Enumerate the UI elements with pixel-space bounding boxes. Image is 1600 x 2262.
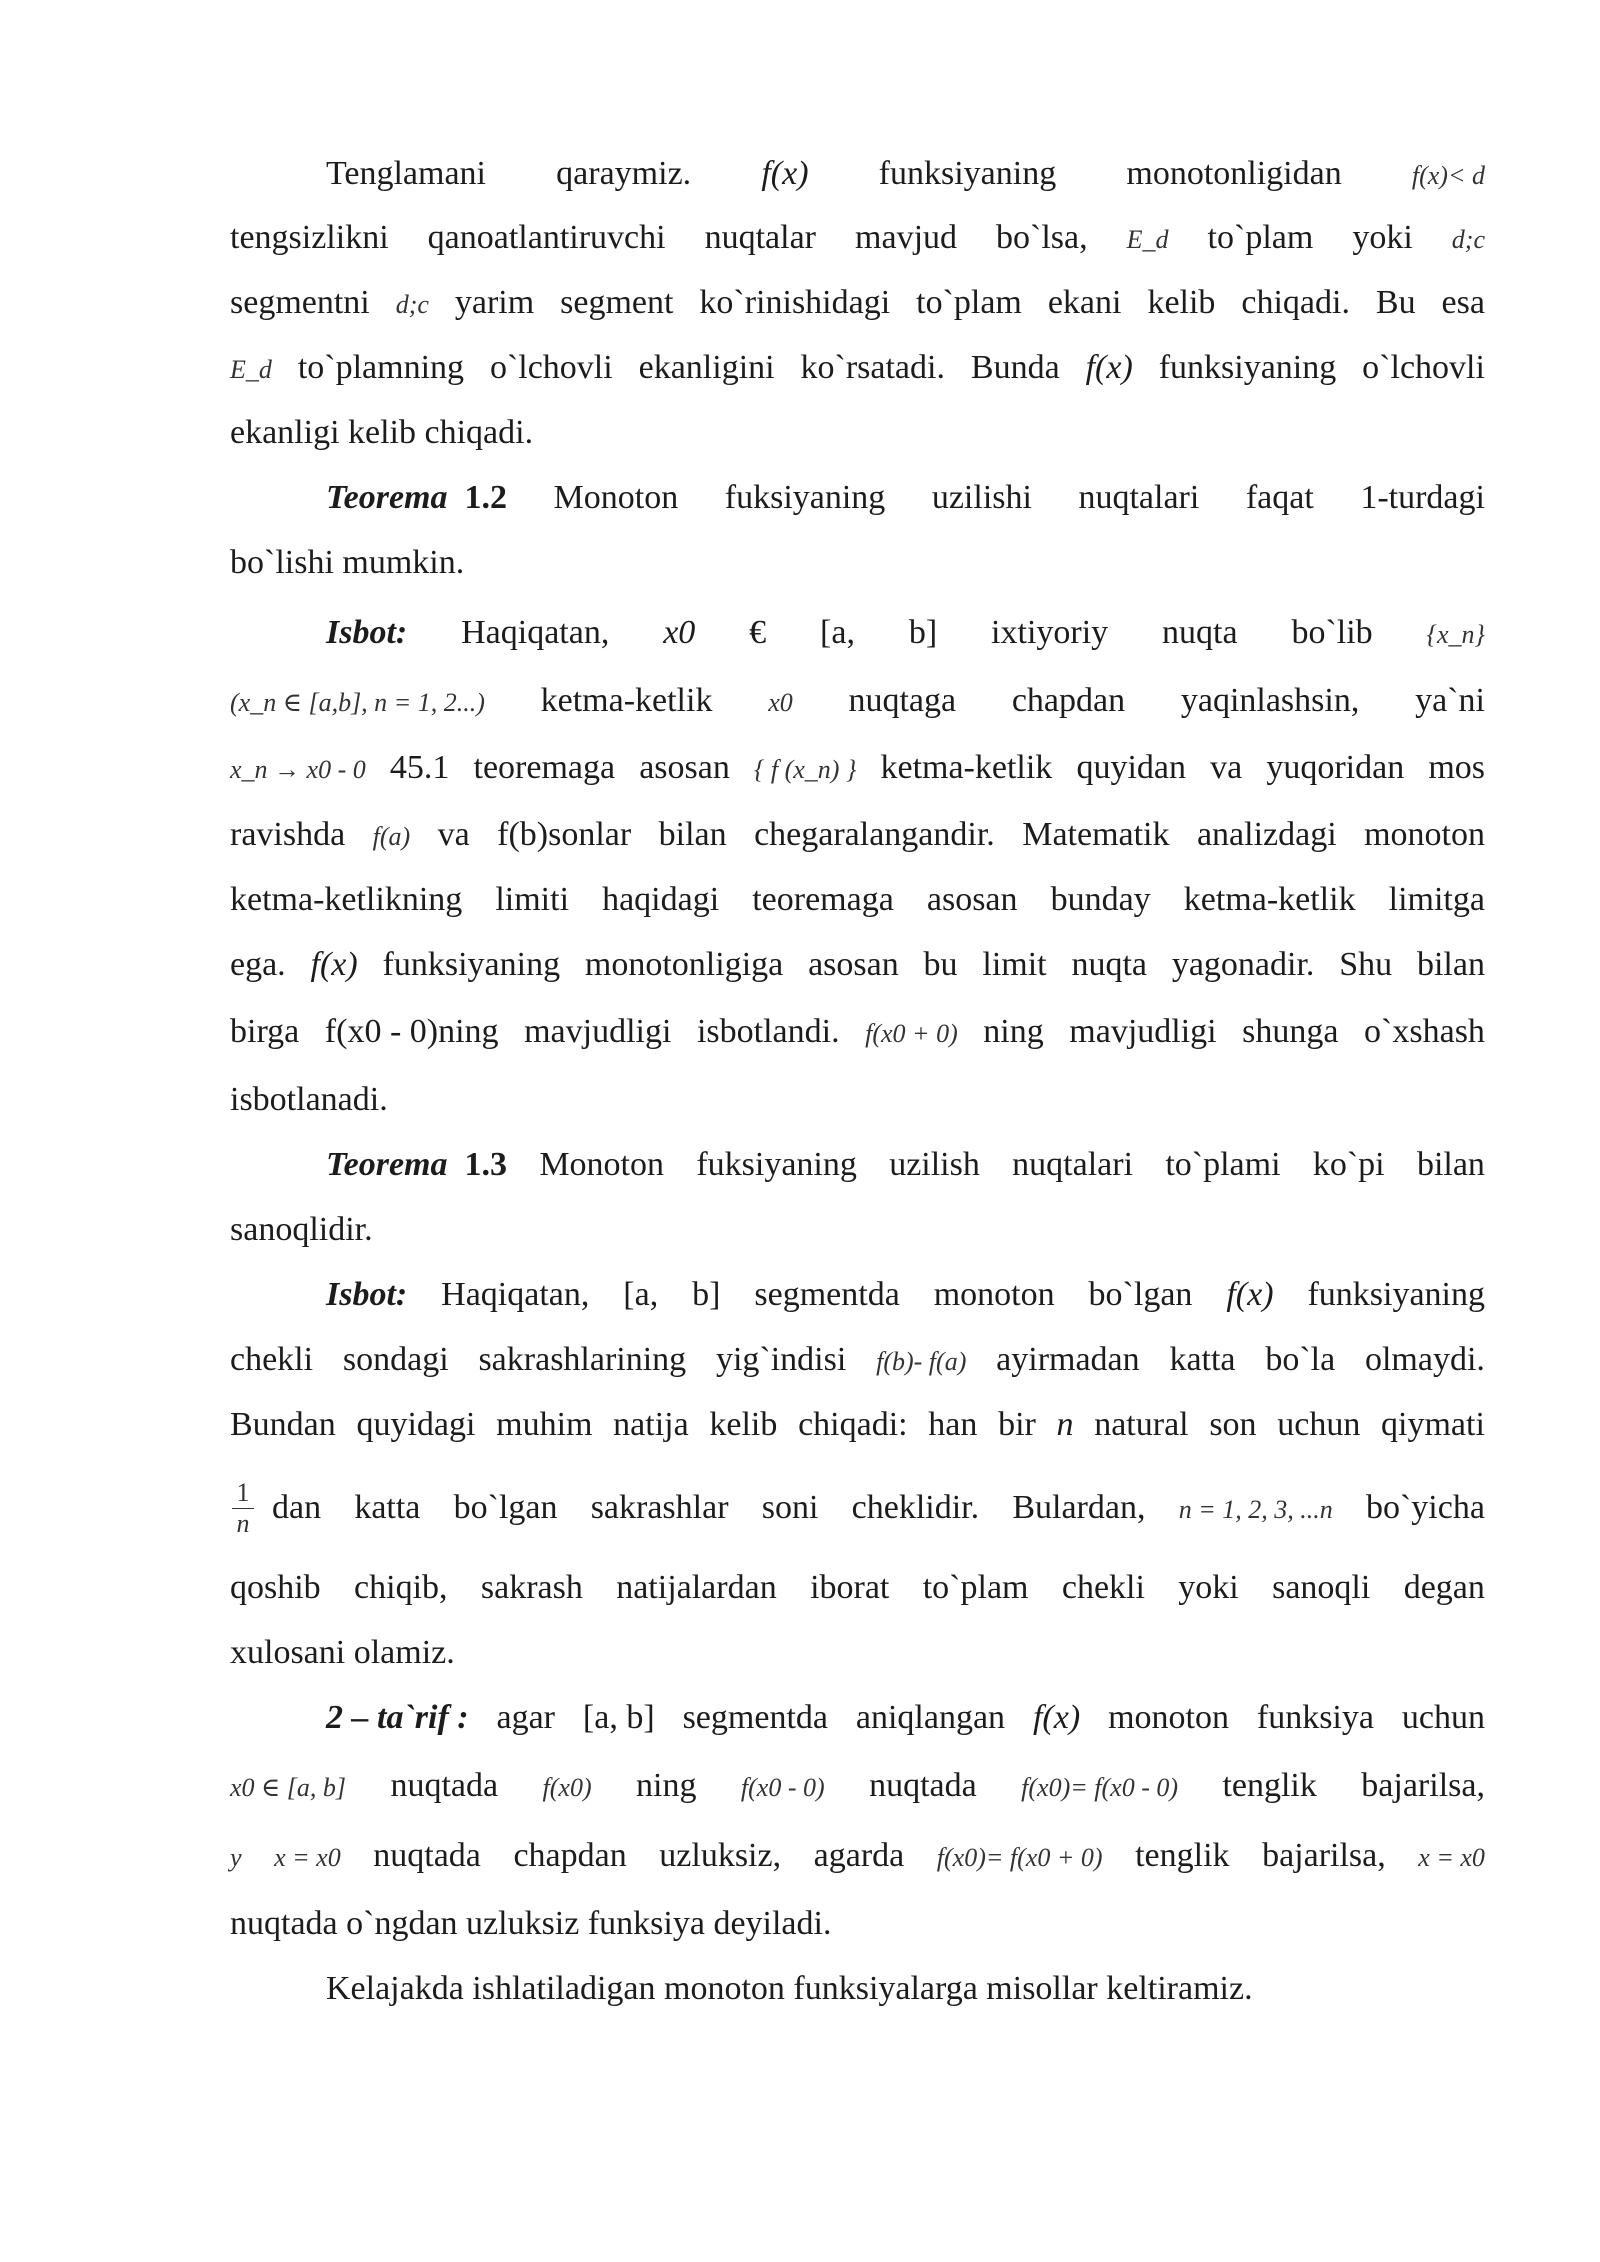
word: natijalardan <box>616 1569 777 1606</box>
word: Bunda <box>970 349 1060 386</box>
formula-d-c: d;c <box>395 290 429 319</box>
word: to`plam <box>1207 219 1314 256</box>
word: mavjudligi <box>524 1013 672 1050</box>
formula-fx: f(x) <box>761 155 809 192</box>
theorem-1-2-line-1 <box>326 478 1485 518</box>
fraction-one-over-n <box>232 1478 254 1539</box>
formula-x0-in-ab: x0 ∈ [a, b] <box>230 1773 347 1802</box>
word: nuqtada <box>869 1767 977 1804</box>
word: faqat <box>1245 479 1314 516</box>
word: tenglik <box>1222 1767 1317 1804</box>
word: Bu <box>1375 284 1416 321</box>
word: yuqoridan <box>1266 749 1405 786</box>
word: Matematik <box>1022 816 1170 853</box>
word: uchun <box>1401 1699 1485 1736</box>
word: Shu <box>1339 946 1393 983</box>
word: kelib <box>1147 284 1216 321</box>
word: ketma-ketlik <box>880 749 1053 786</box>
word: chekli <box>1061 1569 1145 1606</box>
word: nuqtalari <box>1078 479 1200 516</box>
proof-2-line-6: xulosani olamiz. <box>230 1634 455 1671</box>
formula-fx-less-d: f(x)< d <box>1411 161 1485 190</box>
word: mos <box>1428 749 1485 786</box>
word: Haqiqatan, <box>441 1276 590 1313</box>
word: o`lchovli <box>1362 349 1485 386</box>
proof-label: Isbot: <box>326 1276 408 1313</box>
fraction-denominator: n <box>236 1509 250 1538</box>
word: teoremaga <box>752 881 894 918</box>
word: son <box>1209 1406 1257 1443</box>
word: to`plam <box>922 1569 1029 1606</box>
word: bilan <box>658 816 727 853</box>
word: qaraymiz. <box>556 155 692 192</box>
word: limiti <box>495 881 570 918</box>
formula-x0: x0 <box>663 614 696 651</box>
word: kelib <box>709 1406 778 1443</box>
word: uzilishi <box>931 479 1032 516</box>
word: to`plami <box>1165 1146 1281 1183</box>
formula-x-eq-x0: x = x0 <box>274 1843 341 1872</box>
proof-2-line-5 <box>230 1568 1485 1608</box>
word: ko`rinishidagi <box>699 284 891 321</box>
formula-f-x0-plus: f(x0 + 0) <box>865 1019 958 1048</box>
word: ayirmadan <box>996 1341 1140 1378</box>
word: monotonligidan <box>1126 155 1342 192</box>
word: chiqib, <box>354 1569 448 1606</box>
word: ketma-ketlikning <box>230 881 463 918</box>
formula-x0: x0 <box>768 688 793 717</box>
word: uzilish <box>889 1146 980 1183</box>
word: ixtiyoriy <box>991 614 1109 651</box>
word: han <box>928 1406 978 1443</box>
word: o`lchovli <box>489 349 613 386</box>
word: segmentni <box>230 284 370 321</box>
proof-1-line-3 <box>230 748 1485 790</box>
word: bu <box>923 946 958 983</box>
formula-f-x0-minus: f(x0 - 0)ning <box>324 1013 499 1050</box>
word: chiqadi: <box>798 1406 908 1443</box>
word: b] <box>908 614 938 651</box>
word: monoton <box>1108 1699 1229 1736</box>
word: fuksiyaning <box>696 1146 857 1183</box>
word: bo`yicha <box>1365 1489 1485 1526</box>
word: monoton <box>933 1276 1055 1313</box>
word: funksiyaning <box>1307 1276 1485 1313</box>
word: bo`lgan <box>1088 1276 1193 1313</box>
word: sakrashlar <box>590 1489 729 1526</box>
theorem-1-2-line-2: bo`lishi mumkin. <box>230 544 465 581</box>
word: ya`ni <box>1415 682 1485 719</box>
proof-1-line-5 <box>230 880 1485 920</box>
formula-fb-minus-fa: f(b)- f(a) <box>876 1347 967 1376</box>
word: o`xshash <box>1364 1013 1485 1050</box>
word: qiymati <box>1381 1406 1485 1443</box>
word: funksiya <box>1256 1699 1374 1736</box>
word: olmaydi. <box>1364 1341 1485 1378</box>
formula-sequence-xn: {x_n} <box>1426 620 1485 649</box>
word: monoton <box>1364 816 1485 853</box>
formula-fb-word: f(b)sonlar <box>497 816 632 853</box>
proof-2-line-2 <box>230 1340 1485 1382</box>
word: esa <box>1441 284 1485 321</box>
word: Bulardan, <box>1012 1489 1146 1526</box>
theorem-1-3-line-2: sanoqlidir. <box>230 1211 373 1248</box>
formula-f-x0: f(x0) <box>542 1773 592 1802</box>
word: ketma-ketlik <box>1183 881 1356 918</box>
word: funksiyaning <box>878 155 1057 192</box>
formula-y: y <box>230 1843 242 1872</box>
word: yig`indisi <box>715 1341 847 1378</box>
word: to`plamning <box>297 349 465 386</box>
word: qoshib <box>230 1569 321 1606</box>
proof-1-line-2 <box>230 681 1485 723</box>
word: quyidagi <box>356 1406 476 1443</box>
definition-label: 2 – ta`rif : <box>326 1699 469 1736</box>
word: aniqlangan <box>855 1699 1006 1736</box>
word: chapdan <box>513 1837 627 1874</box>
word: chekli <box>230 1341 314 1378</box>
p1-line-5: ekanligi kelib chiqadi. <box>230 414 534 451</box>
word: segmentda <box>754 1276 900 1313</box>
word: [a, b] <box>582 1699 655 1736</box>
word: bo`lgan <box>453 1489 558 1526</box>
fraction-numerator: 1 <box>232 1478 254 1509</box>
word: funksiyaning <box>382 946 561 983</box>
word: segmentda <box>682 1699 828 1736</box>
formula-fx: f(x) <box>1032 1699 1081 1736</box>
formula-right-continuity: f(x0)= f(x0 + 0) <box>936 1843 1103 1872</box>
word: agarda <box>813 1837 905 1874</box>
proof-2-line-1 <box>326 1275 1485 1315</box>
word: bo`lsa, <box>996 219 1088 256</box>
word: fuksiyaning <box>724 479 886 516</box>
word: sanoqli <box>1272 1569 1371 1606</box>
word: ravishda <box>230 816 346 853</box>
word: ning <box>983 1013 1044 1050</box>
word: segment <box>560 284 674 321</box>
formula-n: n <box>1056 1406 1074 1443</box>
word: nuqtalar <box>704 219 817 256</box>
word: sakrashlarining <box>478 1341 687 1378</box>
proof-1-line-6 <box>230 945 1485 985</box>
word: nuqtaga <box>848 682 957 719</box>
word: bilan <box>1416 946 1485 983</box>
word: nuqtada <box>373 1837 481 1874</box>
proof-1-line-7 <box>230 1012 1485 1054</box>
word: 1-turdagi <box>1360 479 1485 516</box>
formula-left-continuity: f(x0)= f(x0 - 0) <box>1021 1773 1179 1802</box>
word: uchun <box>1277 1406 1361 1443</box>
formula-fx: f(x) <box>310 946 358 983</box>
proof-2-line-3 <box>230 1405 1485 1445</box>
formula-fa: f(a) <box>372 822 411 851</box>
word: bir <box>998 1406 1036 1443</box>
formula-d-c: d;c <box>1451 225 1485 254</box>
formula-e-d: E_d <box>230 355 272 384</box>
word: chapdan <box>1011 682 1126 719</box>
formula-e-d: E_d <box>1126 225 1169 254</box>
word: tenglik <box>1135 1837 1230 1874</box>
word: iborat <box>810 1569 890 1606</box>
word: muhim <box>496 1406 593 1443</box>
word: quyidan <box>1076 749 1186 786</box>
word: chegaralangandir. <box>754 816 995 853</box>
word: asosan <box>639 749 730 786</box>
proof-1-line-4 <box>230 815 1485 857</box>
proof-1-line-1 <box>326 613 1485 655</box>
word: [a, <box>820 614 855 651</box>
word: 45.1 <box>389 749 450 786</box>
word: asosan <box>926 881 1018 918</box>
word: mavjud <box>855 219 958 256</box>
word: natural <box>1094 1406 1189 1443</box>
proof-2-line-4 <box>272 1488 1485 1530</box>
p1-line-4 <box>230 348 1485 390</box>
word: ko`pi <box>1312 1146 1385 1183</box>
word: bajarilsa, <box>1361 1767 1485 1804</box>
word: Tenglamani <box>326 155 487 192</box>
proof-1-line-8: isbotlanadi. <box>230 1081 388 1118</box>
definition-2-line-4: nuqtada o`ngdan uzluksiz funksiya deyiladi. <box>230 1905 832 1942</box>
word: isbotlandi. <box>696 1013 840 1050</box>
word: ning <box>636 1767 697 1804</box>
word: va <box>437 816 470 853</box>
word: yarim <box>454 284 535 321</box>
closing-sentence: Kelajakda ishlatiladigan monoton funksiyalarga misollar keltiramiz. <box>326 1970 1253 2007</box>
formula-fx: f(x) <box>1226 1276 1274 1313</box>
formula-n-range: n = 1, 2, 3, ...n <box>1178 1495 1333 1524</box>
definition-2-line-1 <box>326 1698 1485 1738</box>
word: ko`rsatadi. <box>800 349 945 386</box>
word: Bundan <box>230 1406 336 1443</box>
word: uzluksiz, <box>659 1837 782 1874</box>
word: € <box>749 614 767 651</box>
word: ega. <box>230 946 286 983</box>
proof-label: Isbot: <box>326 614 408 651</box>
word: yagonadir. <box>1171 946 1315 983</box>
formula-x-eq-x0: x = x0 <box>1418 1843 1485 1872</box>
word: katta <box>354 1489 421 1526</box>
word: katta <box>1169 1341 1236 1378</box>
word: teoremaga <box>473 749 616 786</box>
word: limit <box>982 946 1047 983</box>
theorem-heading: Teorema 1.3 <box>326 1146 508 1183</box>
word: ekanligini <box>638 349 775 386</box>
formula-f-x0-minus: f(x0 - 0) <box>740 1773 825 1802</box>
word: chiqadi. <box>1241 284 1350 321</box>
word: mavjudligi <box>1069 1013 1217 1050</box>
word: limitga <box>1388 881 1485 918</box>
word: [a, <box>623 1276 659 1313</box>
word: tengsizlikni <box>230 219 389 256</box>
word: asosan <box>808 946 899 983</box>
word: va <box>1210 749 1243 786</box>
word: ketma-ketlik <box>540 682 713 719</box>
word: to`plam <box>916 284 1022 321</box>
word: soni <box>761 1489 819 1526</box>
word: qanoatlantiruvchi <box>427 219 666 256</box>
word: yaqinlashsin, <box>1180 682 1360 719</box>
word: Monoton <box>539 1146 665 1183</box>
word: dan <box>272 1489 322 1526</box>
formula-f-xn: { f (x_n) } <box>753 755 857 784</box>
word: nuqta <box>1162 614 1238 651</box>
word: haqidagi <box>602 881 720 918</box>
word: monotonligiga <box>584 946 784 983</box>
p1-line-3 <box>230 283 1485 325</box>
word: nuqtalari <box>1012 1146 1134 1183</box>
word: yoki <box>1352 219 1413 256</box>
word: Haqiqatan, <box>461 614 610 651</box>
formula-xn-to-x0: x_n → x0 - 0 <box>230 755 366 784</box>
word: bajarilsa, <box>1262 1837 1386 1874</box>
word: shunga <box>1242 1013 1339 1050</box>
theorem-1-3-line-1 <box>326 1145 1485 1185</box>
word: birga <box>230 1013 300 1050</box>
formula-fx: f(x) <box>1085 349 1133 386</box>
p1-line-1 <box>326 154 1485 196</box>
theorem-heading: Teorema 1.2 <box>326 479 508 516</box>
word: sondagi <box>342 1341 449 1378</box>
definition-2-line-2 <box>230 1766 1485 1808</box>
word: bo`lib <box>1291 614 1373 651</box>
word: bunday <box>1050 881 1151 918</box>
word: degan <box>1403 1569 1485 1606</box>
word: ekani <box>1047 284 1122 321</box>
definition-2-line-3 <box>230 1836 1485 1878</box>
formula-xn-in-ab: (x_n ∈ [a,b], n = 1, 2...) <box>230 688 485 717</box>
word: bilan <box>1416 1146 1485 1183</box>
word: sakrash <box>480 1569 583 1606</box>
word: bo`la <box>1265 1341 1336 1378</box>
word: cheklidir. <box>851 1489 980 1526</box>
word: nuqta <box>1071 946 1147 983</box>
word: agar <box>496 1699 556 1736</box>
word: natija <box>613 1406 689 1443</box>
word: funksiyaning <box>1158 349 1337 386</box>
word: b] <box>692 1276 721 1313</box>
word: nuqtada <box>390 1767 499 1804</box>
word: Monoton <box>553 479 679 516</box>
p1-line-2 <box>230 218 1485 260</box>
word: analizdagi <box>1196 816 1337 853</box>
word: yoki <box>1178 1569 1239 1606</box>
